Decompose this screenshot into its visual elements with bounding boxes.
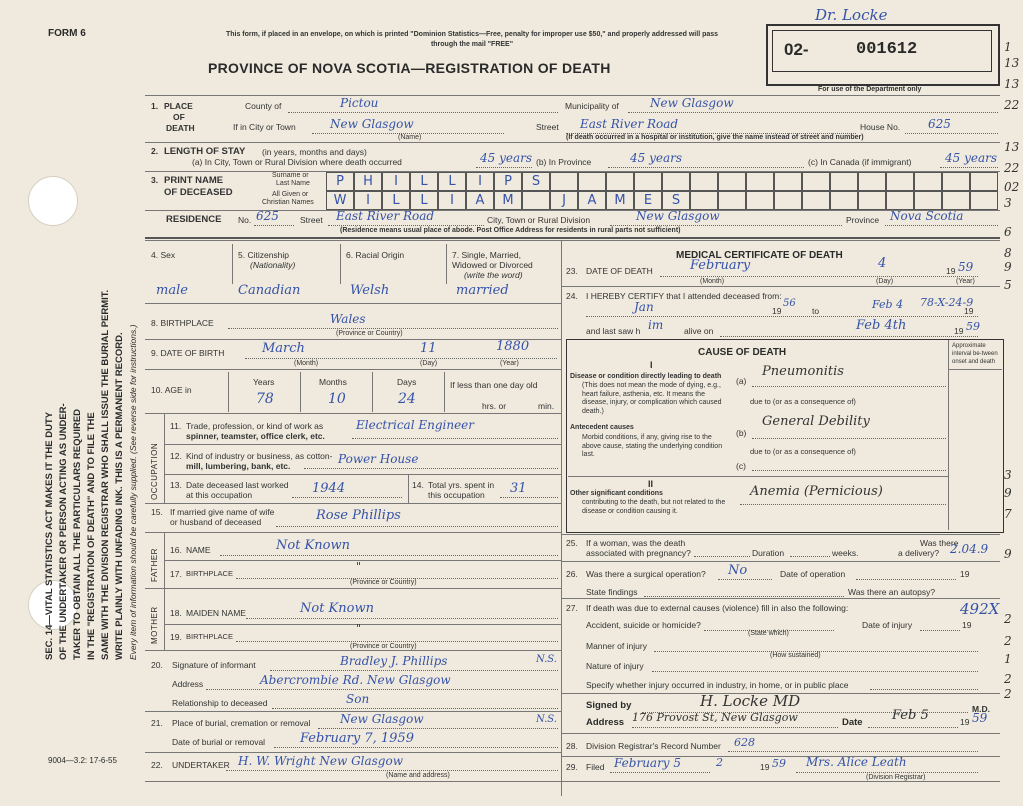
surname-letter-cell: I [382, 172, 410, 191]
last-saw-pronoun-value: im [648, 318, 664, 332]
place-label: PLACE [164, 101, 193, 111]
cause-of-death-title: CAUSE OF DEATH [698, 347, 787, 358]
burial-date-value: February 7, 1959 [300, 731, 414, 746]
length-of-stay-label: LENGTH OF STAY [164, 146, 246, 157]
father-section-label: FATHER [150, 548, 159, 582]
occupation-section-label: OCCUPATION [150, 442, 159, 500]
stay-province-value: 45 years [630, 151, 683, 165]
surname-letter-cell [550, 172, 578, 191]
surname-letter-cell [774, 172, 802, 191]
surname-letter-cell: S [522, 172, 550, 191]
attended-from-year-value: 56 [783, 298, 796, 309]
medical-certificate-title: MEDICAL CERTIFICATE OF DEATH [676, 250, 843, 261]
margin-mark: 22 [1004, 161, 1020, 175]
margin-mark: 9 [1004, 547, 1012, 561]
form-title: PROVINCE OF NOVA SCOTIA—REGISTRATION OF DEATH [208, 60, 611, 76]
surname-letter-cell [942, 172, 970, 191]
county-value: Pictou [340, 96, 379, 110]
given-name-letter-cell [942, 191, 970, 210]
surname-letter-cell: P [326, 172, 354, 191]
dob-year-value: 1880 [496, 339, 530, 354]
margin-mark: 02 [1004, 180, 1020, 194]
margin-mark: 5 [1004, 278, 1012, 292]
surname-letter-cell [886, 172, 914, 191]
father-birthplace-value: " [356, 560, 362, 573]
given-name-letter-cell: A [466, 191, 494, 210]
surgical-operation-value: No [728, 563, 748, 578]
father-name-value: Not Known [276, 538, 350, 553]
city-value: New Glasgow [330, 117, 414, 131]
filed-date-value: February 5 [614, 756, 682, 770]
given-name-letter-cell: L [382, 191, 410, 210]
signed-by-value: H. Locke MD [700, 692, 801, 710]
margin-mark: 2 [1004, 612, 1012, 626]
margin-mark: 13 [1004, 77, 1020, 91]
given-name-letter-cell: E [634, 191, 662, 210]
residence-no-value: 625 [256, 209, 279, 223]
surname-letter-cell [746, 172, 774, 191]
margin-code-27: 492X [960, 600, 1000, 618]
given-name-letter-cell [746, 191, 774, 210]
margin-mark: 9 [1004, 486, 1012, 500]
mother-birthplace-value: " [356, 622, 362, 635]
side-instruction-1: SEC. 14—VITAL STATISTICS ACT MAKES IT THE DUTY [44, 411, 55, 660]
surname-letter-cell: H [354, 172, 382, 191]
side-instruction-7: Every item of information should be carefully supplied. (See reverse side for instructions.) [128, 324, 138, 660]
surname-letter-cell: I [466, 172, 494, 191]
margin-mark: 6 [1004, 225, 1012, 239]
margin-mark: 8 [1004, 246, 1012, 260]
residence-label: RESIDENCE [166, 214, 222, 225]
surname-letter-cell [662, 172, 690, 191]
surname-letter-cell [830, 172, 858, 191]
surname-letter-cell: L [438, 172, 466, 191]
margin-mark: 9 [1004, 260, 1012, 274]
death-month-value: February [690, 258, 751, 273]
stay-canada-value: 45 years [945, 151, 998, 165]
death-day-value: 4 [878, 256, 887, 271]
margin-code-25: 2.04.9 [950, 542, 989, 556]
age-months-value: 10 [328, 391, 346, 407]
margin-mark: 13 [1004, 140, 1020, 154]
division-registrar-value: Mrs. Alice Leath [806, 755, 907, 769]
surname-letter-cell [858, 172, 886, 191]
occupation-years-value: 31 [510, 481, 527, 496]
dob-month-value: March [262, 341, 305, 356]
informant-relationship-value: Son [346, 692, 370, 706]
undertaker-value: H. W. Wright New Glasgow [238, 754, 403, 768]
registrar-record-number-value: 628 [734, 736, 755, 749]
surname-letter-cell [914, 172, 942, 191]
age-years-value: 78 [256, 391, 274, 407]
occupation-last-worked-value: 1944 [312, 481, 346, 496]
given-name-letter-cell: L [410, 191, 438, 210]
margin-mark: 2 [1004, 634, 1012, 648]
punch-hole-top [28, 176, 78, 226]
surname-letter-cell [970, 172, 998, 191]
physician-date-value: Feb 5 [892, 708, 929, 723]
margin-mark: 2 [1004, 687, 1012, 701]
given-name-letter-cell: I [354, 191, 382, 210]
informant-address-value: Abercrombie Rd. New Glasgow [260, 673, 451, 687]
form-number: FORM 6 [48, 28, 86, 39]
side-instruction-3: TAKER TO OBTAIN ALL THE PARTICULARS REQUIRED [72, 408, 83, 660]
side-instruction-6: WRITE PLAINLY WITH UNFADING INK. THIS IS A PERMANENT RECORD. [114, 332, 125, 660]
occupation-trade-value: Electrical Engineer [356, 418, 475, 432]
birthplace-value: Wales [330, 312, 366, 326]
given-name-letter-cell [830, 191, 858, 210]
occupation-industry-value: Power House [338, 452, 419, 466]
given-name-letter-cell: M [606, 191, 634, 210]
margin-mark: 1 [1004, 40, 1012, 54]
margin-mark: 22 [1004, 98, 1020, 112]
side-instruction-5: SAME WITH THE DIVISION REGISTRAR WHO SHALL ISSUE THE BURIAL PERMIT. [100, 289, 111, 660]
alive-on-value: Feb 4th [856, 318, 907, 333]
given-name-letter-cell: M [494, 191, 522, 210]
surname-letter-cell [634, 172, 662, 191]
surname-letter-cell [578, 172, 606, 191]
given-name-letter-cell [858, 191, 886, 210]
given-name-letter-cell [718, 191, 746, 210]
given-name-letter-cell [970, 191, 998, 210]
surname-letter-cell [690, 172, 718, 191]
attended-to-value: Feb 4 [872, 298, 904, 311]
mother-section-label: MOTHER [150, 606, 159, 644]
marital-value: married [456, 283, 509, 298]
mother-name-value: Not Known [300, 601, 374, 616]
given-name-letter-cell: J [550, 191, 578, 210]
racial-value: Welsh [350, 283, 390, 298]
surname-letter-cell [802, 172, 830, 191]
residence-province-value: Nova Scotia [890, 209, 964, 223]
surname-letter-cell: L [410, 172, 438, 191]
given-name-letter-cell [802, 191, 830, 210]
given-name-letter-cell: W [326, 191, 354, 210]
given-name-letter-cell [886, 191, 914, 210]
cause-b-value: General Debility [762, 414, 870, 429]
margin-mark: 13 [1004, 56, 1020, 70]
death-registration-form: SEC. 14—VITAL STATISTICS ACT MAKES IT THE DUTY OF THE UNDERTAKER OR PERSON ACTING AS UNDER- TAKER TO OBTAIN ALL THE PARTICULARS REQUIRED IN THE "REGISTRATION OF DEATH" AND TO FILE THE SAME WITH THE DIVISION REGISTRAR WHO SHALL ISSUE THE BURIAL PERMIT. WRITE PLAINLY WITH UNFADING INK. THIS IS A PERMANENT RECORD. Every item of information should be carefully supplied. (See reverse side for instructions.) FORM 6 This form, if placed in an envelope, on which is printed "Dominion Statistics—Free, penalty for improper use $50," and properly addressed will pass through the mail "FREE" PROVINCE OF NOVA SCOTIA—REGISTRATION OF DEATH Dr. Locke 02- 001612 For use of the Department only 1. PLACE OF DEATH County of Pictou Municipality of New Glasgow If in City or Town New Glasgow (Name) Street East River Road House No. 625 (If death occurred in a hospital or institution, give the name instead of street and number) 2. LENGTH OF STAY (in years, months and days) (a) In City, Town or Rural Division where death occurred 45 years (b) In Province 45 years (c) In Canada (if immigrant) 45 years 3. PRINT NAME OF DECEASED Surname or Last Name All Given or Christian Names P H I L L I P S W I L L I A M J A M E S RESIDENCE No. 625 Street East River Road City, Town or Rural Division New Glasgow Province Nova Scotia (Residence means usual place of abode. Post Office Address for residents in rural parts not sufficient) 4. Sex 5. Citizenship (Nationality) 6. Racial Origin 7. Single, Married, Widowed or Divorced (write the word) male Canadian Welsh married 8. BIRTHPLACE Wales (Province or Country) 9. DATE OF BIRTH March 11 1880 (Month) (Day) (Year) 10. AGE in Years Months Days 78 10 24 If less than one day old hrs. or min. OCCUPATION 11. Trade, profession, or kind of work as spinner, teamster, office clerk, etc. Electrical Engineer 12. Kind of industry or business, as cotton- mill, lumbering, bank, etc. Power House 13. Date deceased last worked at this occupation 1944 14. Total yrs. spent in this occupation 31 15. If married give name of wife or husband of deceased Rose Phillips FATHER 16. NAME Not Known 17. BIRTHPLACE " (Province or Country) MOTHER 18. MAIDEN NAME Not Known 19. BIRTHPLACE " (Province or Country) 20. Signature of informant Bradley J. Phillips N.S. Address Abercrombie Rd. New Glasgow Relationship to deceased Son 21. Place of burial, cremation or removal New Glasgow N.S. Date of burial or removal February 7, 1959 22. UNDERTAKER H. W. Wright New Glasgow (Name and address) MEDICAL CERTIFICATE OF DEATH 23. DATE OF DEATH February 4 19 59 (Month) (Day) (Year) 24. I HEREBY CERTIFY that I attended deceased from: Jan 19 56 to Feb 4 78-X-24-9 19 and last saw h im alive on Feb 4th 19 59 CAUSE OF DEATH Approximate interval be-tween onset and death I Disease or condition directly leading to death (This does not mean the mode of dying, e.g., heart failure, asthenia, etc. It means the disease, injury, or complication which caused death.) (a) Pneumonitis due to (or as a consequence of) Antecedent causes Morbid conditions, if any, giving rise to the above cause, stating the underlying condition last. (b) General Debility due to (or as a consequence of) (c) II Other significant conditions contributing to the death, but not related to the disease or condition causing it. Anemia (Pernicious) 25. If a woman, was the death associated with pregnancy? Duration weeks. Was there a delivery? 2.04.9 26. Was there a surgical operation? No Date of operation 19 State findings Was there an autopsy? 27. If death was due to external causes (violence) fill in also the following: 492X Accident, suicide or homicide? (State which) Date of injury 19 Manner of injury (How sustained) Nature of injury Specify whether injury occurred in industry, in home, or in public place Signed by H. Locke MD M.D. Address 176 Provost St, New Glasgow Date Feb 5 19 59 28. Division Registrar's Record Number 628 29. Filed February 5 2 19 59 Mrs. Alice Leath (Division Registrar) 9004—3.2: 17-6-55 1 13 13 22 13 22 02 3 6 8 9 5 3 9 7 9 2 2 1 2 2 [0, 0, 1023, 806]
dob-day-value: 11 [420, 341, 437, 356]
physician-address-value: 176 Provost St, New Glasgow [632, 711, 798, 724]
stay-city-value: 45 years [480, 151, 533, 165]
attended-from-value: Jan [634, 300, 654, 314]
given-name-letter-cell [522, 191, 550, 210]
sex-value: male [156, 283, 188, 298]
margin-mark: 2 [1004, 672, 1012, 686]
name-letter-grid [326, 172, 998, 210]
margin-marks [1004, 40, 1023, 780]
house-value: 625 [928, 117, 951, 131]
dept-use-label: For use of the Department only [818, 86, 922, 93]
margin-code-24: 78-X-24-9 [920, 296, 974, 309]
burial-place-value: New Glasgow [340, 712, 424, 726]
margin-mark: 3 [1004, 468, 1012, 482]
spouse-name-value: Rose Phillips [316, 508, 401, 523]
municipality-value: New Glasgow [650, 96, 734, 110]
surname-letter-cell: P [494, 172, 522, 191]
given-name-letter-cell [774, 191, 802, 210]
given-name-letter-cell: S [662, 191, 690, 210]
given-name-letter-cell: A [578, 191, 606, 210]
margin-mark: 1 [1004, 652, 1012, 666]
side-instruction-2: OF THE UNDERTAKER OR PERSON ACTING AS UNDER- [58, 403, 69, 660]
reg-number: 001612 [856, 40, 918, 59]
residence-street-value: East River Road [336, 209, 435, 223]
reg-number-prefix: 02- [784, 40, 809, 59]
given-name-letter-cell: I [438, 191, 466, 210]
age-days-value: 24 [398, 391, 416, 407]
citizenship-value: Canadian [238, 283, 301, 298]
cause-a-value: Pneumonitis [762, 364, 844, 379]
margin-mark: 7 [1004, 507, 1012, 521]
street-value: East River Road [580, 117, 679, 131]
surname-letter-cell [606, 172, 634, 191]
envelope-note: This form, if placed in an envelope, on which is printed "Dominion Statistics—Free, penalty for improper use $50," and properly addressed will pass through the mail "FREE" [225, 31, 719, 48]
residence-city-value: New Glasgow [636, 209, 720, 223]
registration-number-box [766, 24, 1000, 86]
surname-letter-cell [718, 172, 746, 191]
given-name-letter-cell [690, 191, 718, 210]
given-name-letter-cell [914, 191, 942, 210]
print-name-label: PRINT NAME [164, 175, 224, 186]
top-handwritten-note: Dr. Locke [815, 6, 888, 24]
informant-signature-value: Bradley J. Phillips [340, 654, 448, 668]
form-print-code: 9004—3.2: 17-6-55 [48, 756, 117, 765]
death-year-value: 59 [958, 260, 974, 274]
side-instruction-4: IN THE "REGISTRATION OF DEATH" AND TO FILE THE [86, 412, 97, 660]
margin-mark: 3 [1004, 196, 1012, 210]
other-conditions-value: Anemia (Pernicious) [750, 484, 883, 499]
